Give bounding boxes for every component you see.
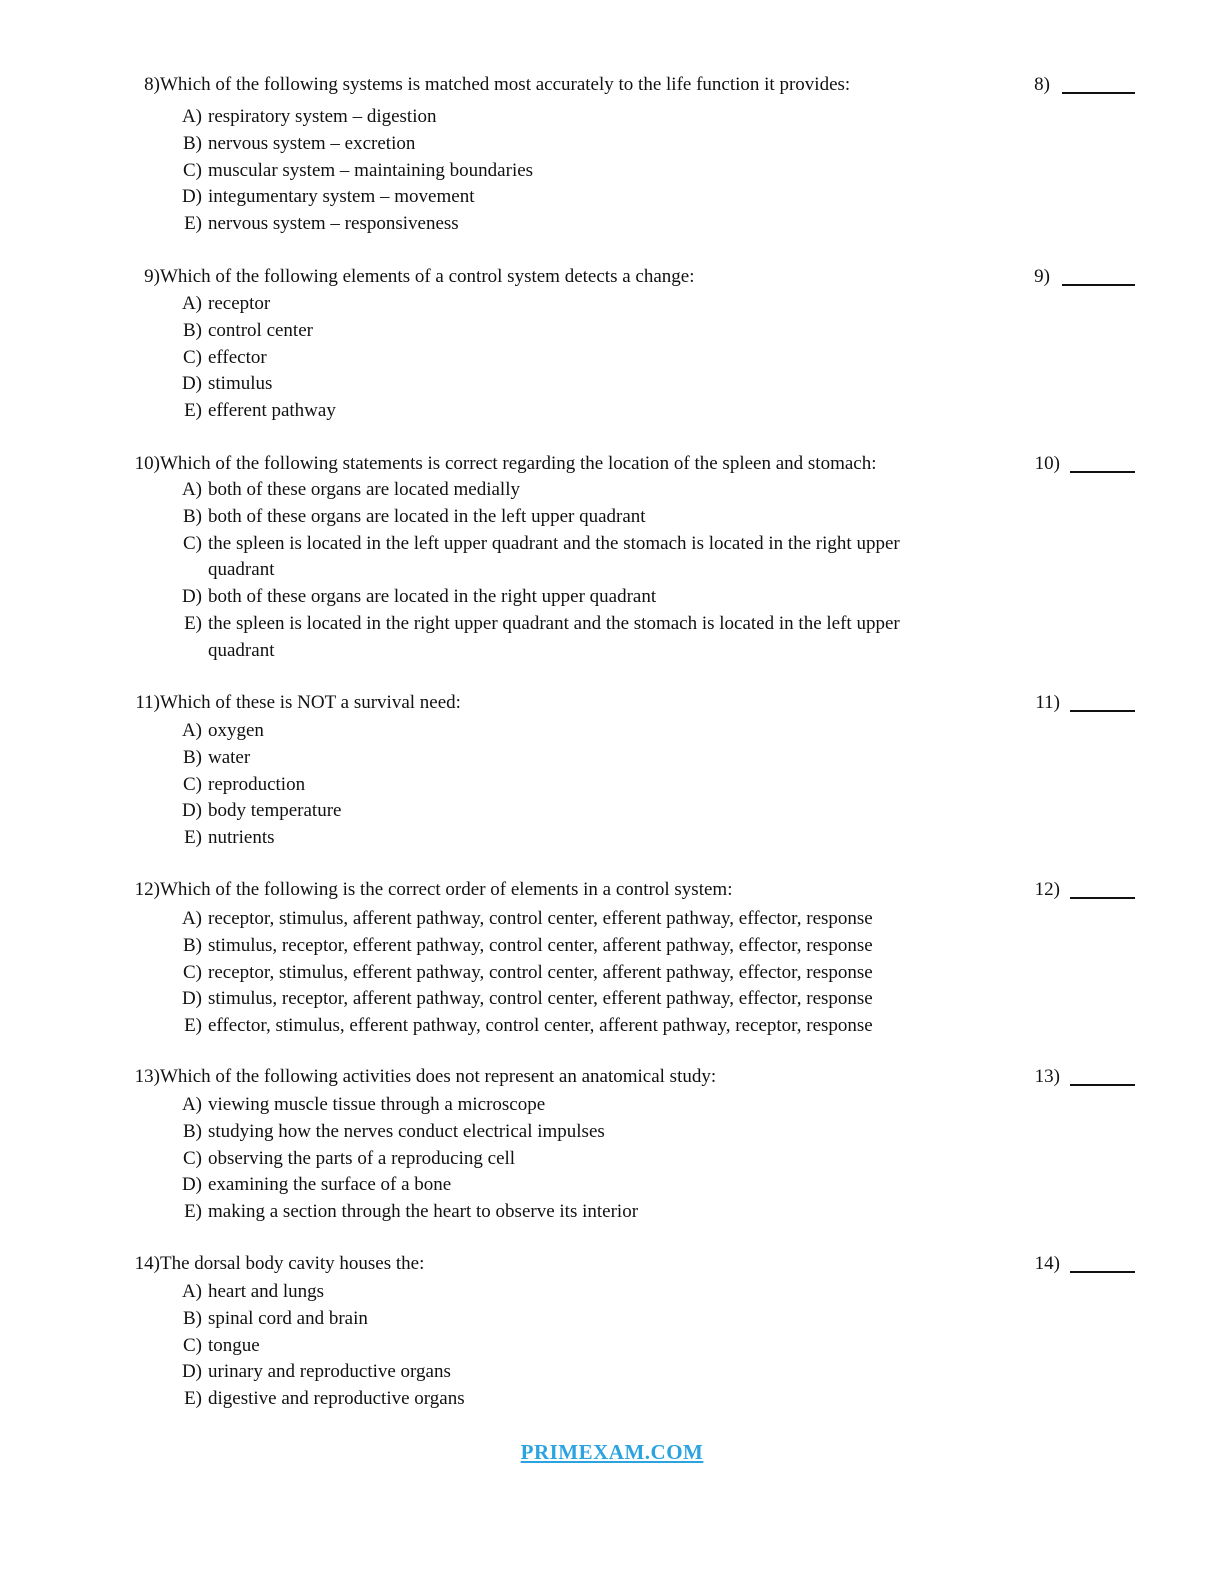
question-number: 10) xyxy=(134,453,160,474)
choice-letter: B) xyxy=(183,934,202,956)
choice-text: the spleen is located in the left upper quadrant and the stomach is located in the right upper quadrant xyxy=(208,532,900,581)
question-number: 14) xyxy=(134,1253,160,1274)
choice-text: stimulus xyxy=(208,373,273,395)
choice-text: nervous system – responsiveness xyxy=(208,213,459,235)
choice-letter: A) xyxy=(181,106,202,127)
choice-e[interactable] xyxy=(0,611,1224,665)
choice-c[interactable] xyxy=(0,1146,1224,1173)
choice-letter: A) xyxy=(181,293,202,314)
choice-e[interactable] xyxy=(0,1386,1224,1413)
choice-text: heart and lungs xyxy=(208,1281,325,1302)
question-text: The dorsal body cavity houses the: xyxy=(160,1253,425,1274)
choice-letter: E) xyxy=(184,213,202,235)
choice-letter: C) xyxy=(183,346,202,368)
choice-list xyxy=(0,906,1224,1040)
choice-text: reproduction xyxy=(208,773,306,795)
answer-label: 14) xyxy=(1034,1253,1060,1274)
choice-list xyxy=(0,1092,1224,1226)
choice-letter: A) xyxy=(181,720,202,741)
choice-letter: C) xyxy=(183,961,202,983)
choice-b[interactable] xyxy=(0,1306,1224,1333)
choice-a[interactable] xyxy=(0,906,1224,933)
choice-e[interactable] xyxy=(0,1199,1224,1226)
choice-a[interactable] xyxy=(0,1279,1224,1306)
choice-text: oxygen xyxy=(208,720,264,741)
choice-letter: E) xyxy=(184,1201,202,1223)
choice-text: effector xyxy=(208,346,267,368)
question-number: 12) xyxy=(134,879,160,900)
choice-text: both of these organs are located medially xyxy=(208,479,520,500)
choice-text: the spleen is located in the right upper quadrant and the stomach is located in the left upper quadrant xyxy=(208,612,900,661)
answer-blank[interactable] xyxy=(1070,471,1135,473)
choice-text: receptor, stimulus, afferent pathway, control center, efferent pathway, effector, response xyxy=(208,908,873,929)
choice-text: studying how the nerves conduct electrical impulses xyxy=(208,1120,605,1142)
choice-e[interactable] xyxy=(0,398,1224,425)
choice-text: nervous system – excretion xyxy=(208,132,416,154)
answer-label: 11) xyxy=(1035,692,1060,713)
choice-letter: E) xyxy=(184,400,202,422)
choice-b[interactable] xyxy=(0,745,1224,772)
question-number: 11) xyxy=(135,692,160,713)
question-text: Which of the following activities does not represent an anatomical study: xyxy=(160,1066,717,1087)
answer-blank[interactable] xyxy=(1070,1271,1135,1273)
choice-b[interactable] xyxy=(0,1119,1224,1146)
question-number: 8) xyxy=(144,74,160,95)
choice-e[interactable] xyxy=(0,825,1224,852)
choice-text: receptor, stimulus, efferent pathway, control center, afferent pathway, effector, response xyxy=(208,961,873,983)
choice-text: urinary and reproductive organs xyxy=(208,1361,451,1383)
choice-a[interactable] xyxy=(0,291,1224,318)
question-text: Which of the following elements of a control system detects a change: xyxy=(160,266,695,287)
choice-d[interactable] xyxy=(0,584,1224,611)
choice-d[interactable] xyxy=(0,1359,1224,1386)
choice-d[interactable] xyxy=(0,798,1224,825)
choice-d[interactable] xyxy=(0,1172,1224,1199)
choice-c[interactable] xyxy=(0,531,1224,585)
choice-b[interactable] xyxy=(0,318,1224,345)
choice-text: stimulus, receptor, afferent pathway, control center, efferent pathway, effector, response xyxy=(208,988,873,1010)
choice-text: tongue xyxy=(208,1334,260,1356)
choice-letter: D) xyxy=(181,373,202,395)
choice-letter: E) xyxy=(184,1015,202,1037)
choice-letter: C) xyxy=(183,532,202,554)
choice-b[interactable] xyxy=(0,131,1224,158)
choice-list xyxy=(0,718,1224,852)
choice-text: water xyxy=(208,746,251,768)
choice-text: digestive and reproductive organs xyxy=(208,1388,465,1410)
answer-label: 9) xyxy=(1034,266,1050,287)
choice-letter: A) xyxy=(181,908,202,929)
choice-letter: B) xyxy=(183,1307,202,1329)
choice-letter: C) xyxy=(183,159,202,181)
question-number: 13) xyxy=(134,1066,160,1087)
choice-letter: C) xyxy=(183,773,202,795)
choice-a[interactable] xyxy=(0,718,1224,745)
choice-c[interactable] xyxy=(0,960,1224,987)
choice-letter: A) xyxy=(181,1094,202,1115)
answer-blank[interactable] xyxy=(1062,92,1135,94)
choice-b[interactable] xyxy=(0,504,1224,531)
choice-e[interactable] xyxy=(0,1013,1224,1040)
answer-blank[interactable] xyxy=(1070,710,1135,712)
choice-list xyxy=(0,477,1224,665)
choice-text: observing the parts of a reproducing cell xyxy=(208,1147,516,1169)
question-text: Which of the following is the correct order of elements in a control system: xyxy=(160,879,733,900)
choice-a[interactable] xyxy=(0,477,1224,504)
choice-letter: B) xyxy=(183,505,202,527)
choice-text: spinal cord and brain xyxy=(208,1307,368,1329)
footer-link[interactable]: PRIMEXAM.COM xyxy=(520,1440,704,1464)
choice-b[interactable] xyxy=(0,933,1224,960)
choice-text: respiratory system – digestion xyxy=(208,106,437,127)
choice-text: efferent pathway xyxy=(208,400,336,422)
question-text: Which of the following statements is correct regarding the location of the spleen and stomach: xyxy=(160,453,877,474)
choice-c[interactable] xyxy=(0,1333,1224,1360)
choice-letter: E) xyxy=(184,612,202,634)
choice-text: nutrients xyxy=(208,827,275,849)
choice-letter: D) xyxy=(181,186,202,208)
answer-label: 10) xyxy=(1034,453,1060,474)
answer-label: 13) xyxy=(1034,1066,1060,1087)
choice-text: making a section through the heart to observe its interior xyxy=(208,1201,639,1223)
choice-text: integumentary system – movement xyxy=(208,186,475,208)
choice-d[interactable] xyxy=(0,986,1224,1013)
choice-letter: D) xyxy=(181,1174,202,1196)
choice-letter: B) xyxy=(183,746,202,768)
choice-letter: C) xyxy=(183,1147,202,1169)
answer-blank[interactable] xyxy=(1062,284,1135,286)
answer-label: 12) xyxy=(1034,879,1060,900)
answer-blank[interactable] xyxy=(1070,1084,1135,1086)
choice-letter: E) xyxy=(184,827,202,849)
choice-a[interactable] xyxy=(0,104,1224,131)
choice-d[interactable] xyxy=(0,184,1224,211)
choice-letter: D) xyxy=(181,586,202,608)
choice-text: both of these organs are located in the left upper quadrant xyxy=(208,505,646,527)
choice-text: receptor xyxy=(208,293,271,314)
choice-letter: D) xyxy=(181,1361,202,1383)
choice-letter: B) xyxy=(183,132,202,154)
choice-text: viewing muscle tissue through a microscope xyxy=(208,1094,546,1115)
choice-letter: E) xyxy=(184,1388,202,1410)
choice-letter: B) xyxy=(183,319,202,341)
question-number: 9) xyxy=(144,266,160,287)
choice-letter: B) xyxy=(183,1120,202,1142)
choice-list xyxy=(0,1279,1224,1413)
page-footer xyxy=(0,1440,1224,1465)
choice-text: stimulus, receptor, efferent pathway, control center, afferent pathway, effector, response xyxy=(208,934,873,956)
choice-c[interactable] xyxy=(0,158,1224,185)
choice-list xyxy=(0,104,1224,238)
choice-list xyxy=(0,291,1224,425)
choice-text: control center xyxy=(208,319,313,341)
choice-c[interactable] xyxy=(0,772,1224,799)
choice-d[interactable] xyxy=(0,371,1224,398)
choice-letter: A) xyxy=(181,1281,202,1302)
choice-e[interactable] xyxy=(0,211,1224,238)
choice-text: examining the surface of a bone xyxy=(208,1174,452,1196)
choice-text: muscular system – maintaining boundaries xyxy=(208,159,534,181)
question-text: Which of these is NOT a survival need: xyxy=(160,692,461,713)
answer-blank[interactable] xyxy=(1070,897,1135,899)
choice-a[interactable] xyxy=(0,1092,1224,1119)
choice-letter: D) xyxy=(181,800,202,822)
choice-letter: A) xyxy=(181,479,202,500)
choice-letter: C) xyxy=(183,1334,202,1356)
question-text: Which of the following systems is matched most accurately to the life function it provides: xyxy=(160,74,851,95)
choice-c[interactable] xyxy=(0,345,1224,372)
choice-text: body temperature xyxy=(208,800,342,822)
choice-text: both of these organs are located in the right upper quadrant xyxy=(208,586,657,608)
choice-letter: D) xyxy=(181,988,202,1010)
answer-label: 8) xyxy=(1034,74,1050,95)
choice-text: effector, stimulus, efferent pathway, control center, afferent pathway, receptor, response xyxy=(208,1015,873,1037)
